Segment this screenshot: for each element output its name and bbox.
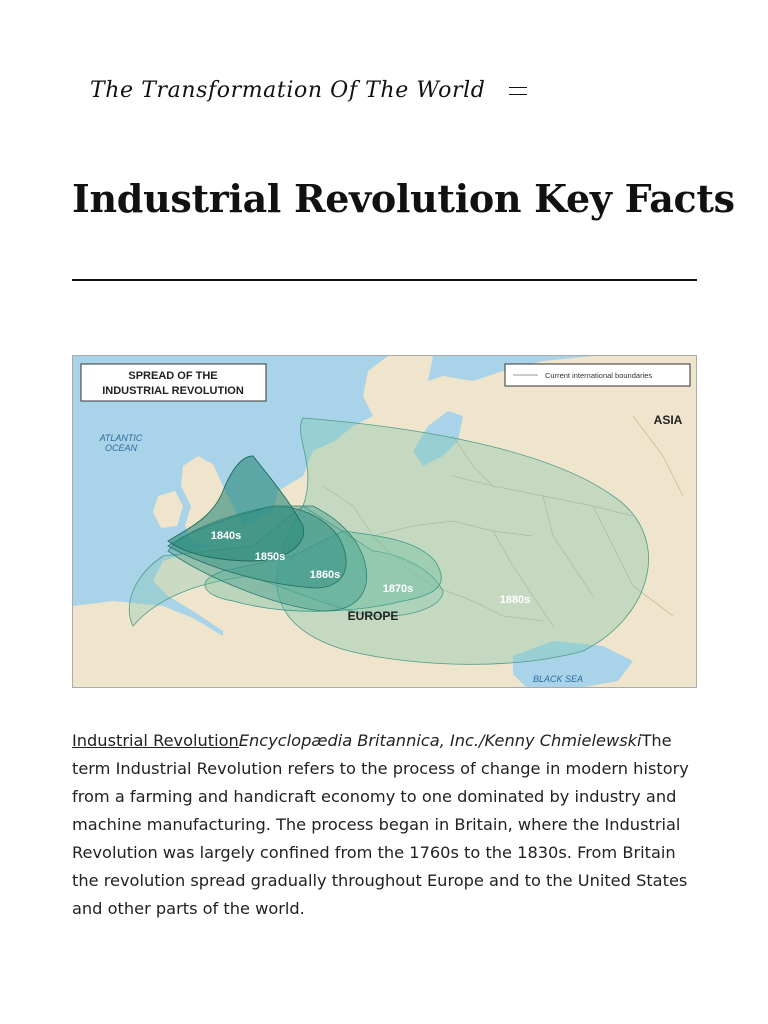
map-title-line2: INDUSTRIAL REVOLUTION: [102, 385, 244, 397]
title-divider: [72, 279, 697, 281]
decade-label-1850s: 1850s: [254, 551, 286, 563]
europe-label: EUROPE: [347, 609, 399, 623]
decade-label-1860s: 1860s: [309, 569, 341, 581]
decade-label-1880s: 1880s: [499, 594, 531, 606]
page-title: Industrial Revolution Key Facts: [72, 176, 735, 221]
decade-label-1840s: 1840s: [210, 530, 242, 542]
hamburger-menu-icon[interactable]: [509, 84, 527, 98]
site-title[interactable]: The Transformation Of The World: [90, 78, 486, 103]
black-sea-label: BLACK SEA: [532, 674, 584, 684]
site-header: [90, 78, 527, 103]
atlantic-label-line1: ATLANTIC: [99, 433, 143, 443]
decade-label-1870s: 1870s: [382, 583, 414, 595]
atlantic-label-line2: OCEAN: [104, 443, 138, 453]
caption-body: The term Industrial Revolution refers to the process of change in modern history from a farming and handicraft economy to one dominated by industry and machine manufacturing. The process began in Britain, where the Industrial Revolution was largely confined from the 1760s to the 1830s. From Britain the revolution spread gradually throughout Europe and to the United States and other parts of the world.: [72, 731, 689, 919]
map-caption: [72, 727, 697, 923]
spread-map-figure: [72, 355, 697, 688]
asia-label: ASIA: [653, 413, 683, 427]
spread-map: [73, 356, 697, 688]
legend-label: Current international boundaries: [545, 371, 653, 380]
caption-link[interactable]: Industrial Revolution: [72, 731, 239, 751]
image-credit: Encyclopædia Britannica, Inc./Kenny Chmielewski: [238, 731, 642, 751]
map-title-line1: SPREAD OF THE: [128, 370, 218, 382]
